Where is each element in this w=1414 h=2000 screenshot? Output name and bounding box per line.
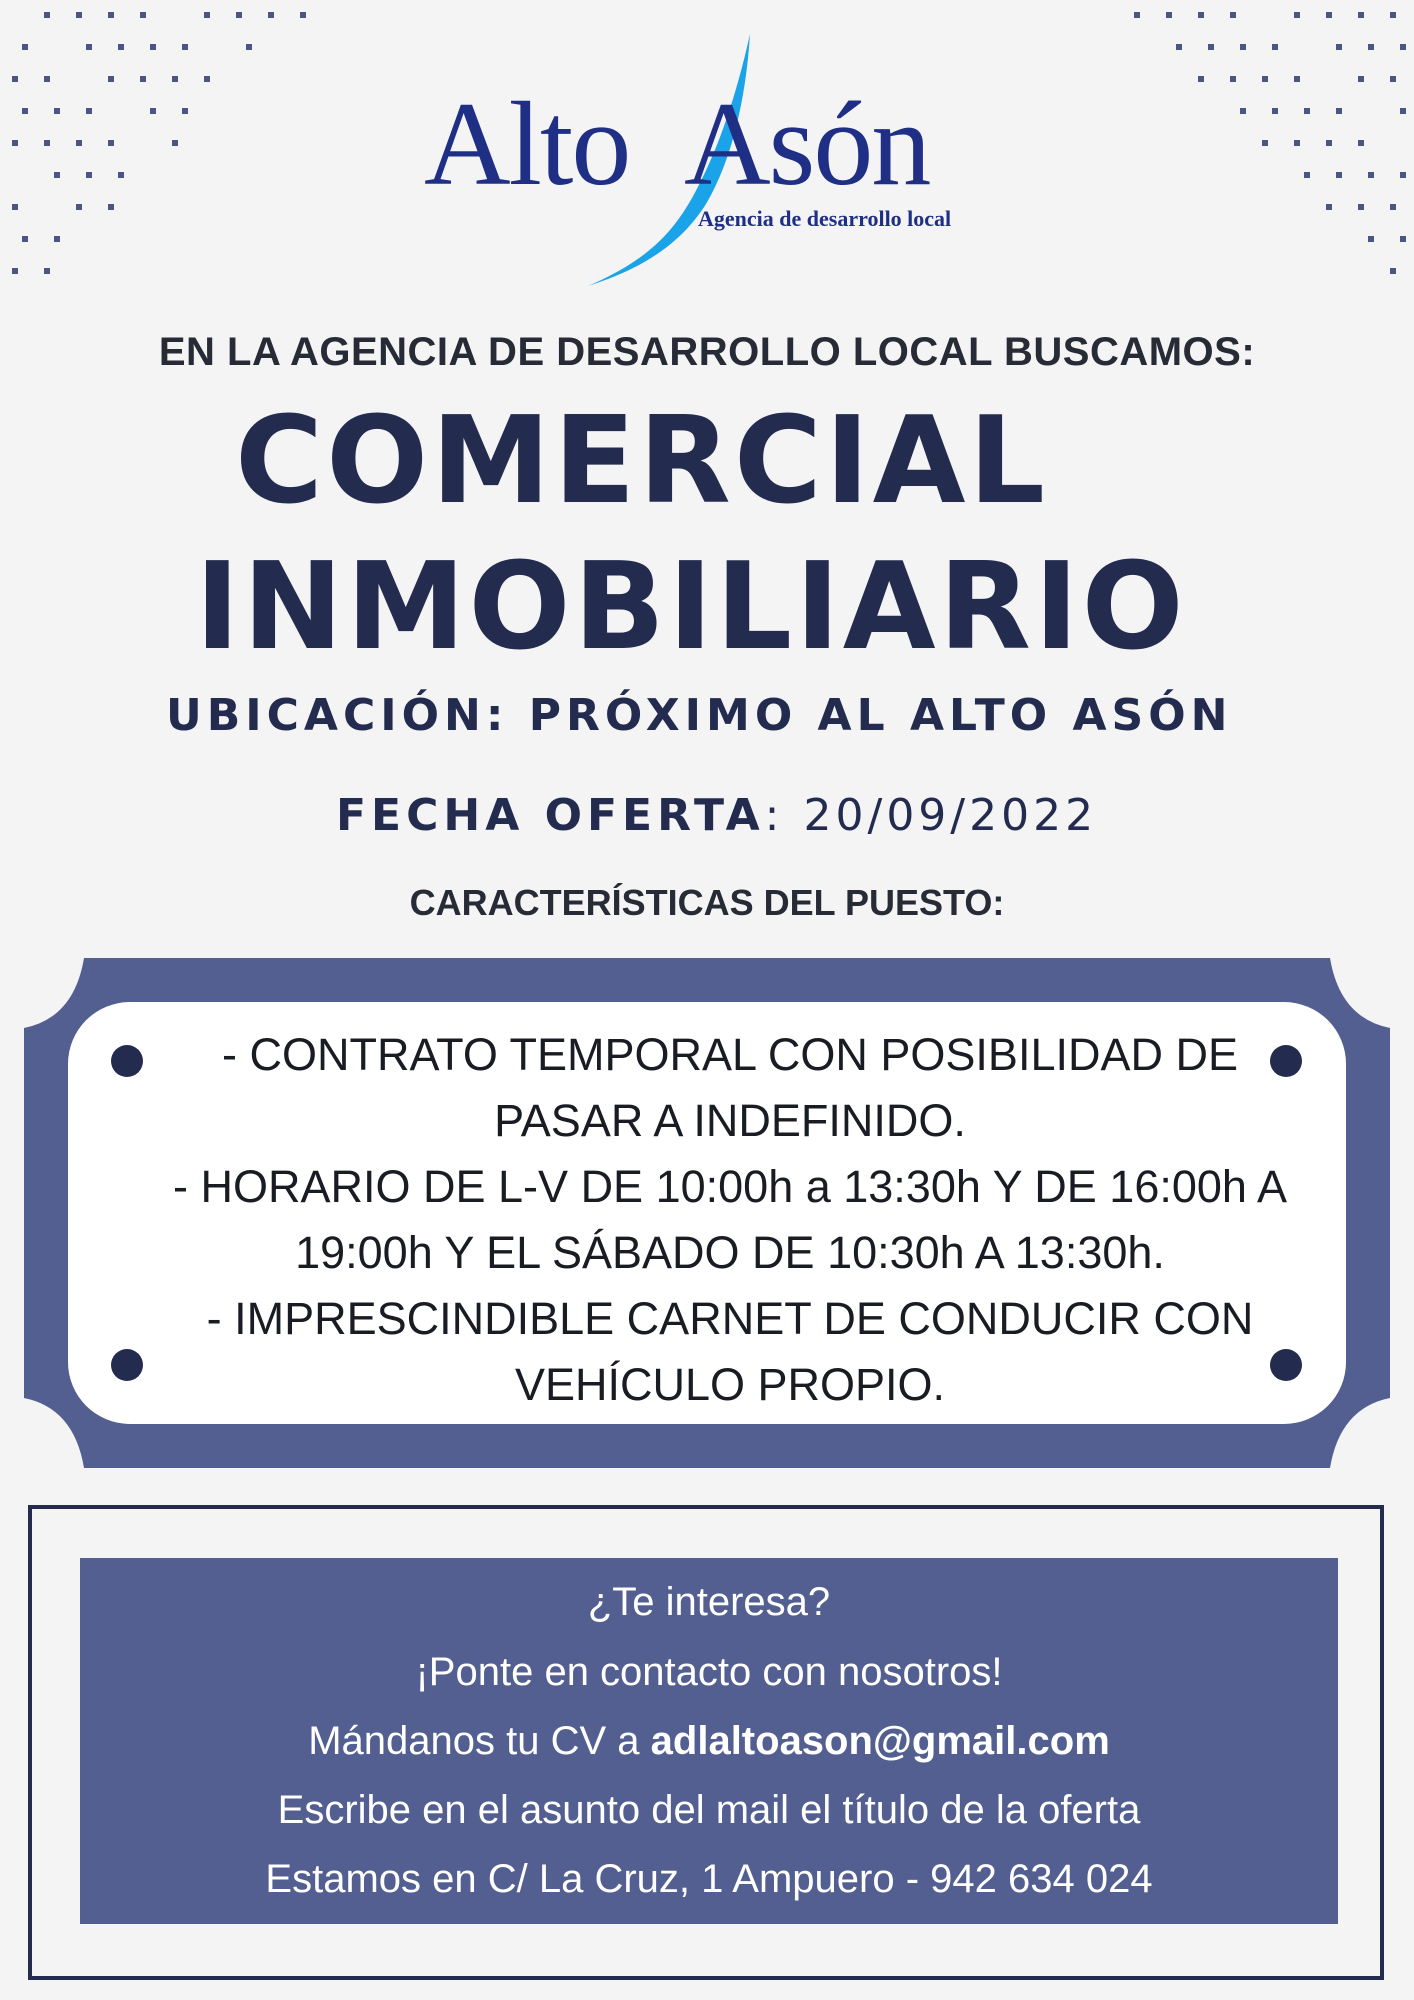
contact-subject-note: Escribe en el asunto del mail el título de la oferta	[277, 1788, 1141, 1832]
logo-tagline: Agencia de desarrollo local	[698, 206, 952, 231]
offer-date-label: FECHA OFERTA	[336, 790, 765, 841]
dot-pattern-top-right	[1090, 0, 1414, 330]
feature-line: PASAR A INDEFINIDO.	[494, 1095, 966, 1146]
feature-line: - CONTRATO TEMPORAL CON POSIBILIDAD DE	[222, 1029, 1238, 1080]
feature-line: - HORARIO DE L-V DE 10:00h a 13:30h Y DE 16:00h A	[173, 1161, 1287, 1212]
job-title-line-1: COMERCIAL	[235, 392, 1048, 531]
dot-pattern-top-left	[0, 0, 340, 340]
offer-date-value: 20/09/2022	[803, 790, 1098, 841]
contact-cv-prefix: Mándanos tu CV a	[308, 1719, 651, 1763]
contact-cv-line	[80, 1719, 1338, 1764]
features-heading: CARACTERÍSTICAS DEL PUESTO:	[409, 882, 1005, 923]
contact-email-link[interactable]: adlaltoason@gmail.com	[650, 1719, 1110, 1763]
offer-date	[336, 790, 1097, 841]
feature-line: 19:00h Y EL SÁBADO DE 10:30h A 13:30h.	[295, 1227, 1165, 1278]
contact-invite: ¡Ponte en contacto con nosotros!	[415, 1650, 1003, 1694]
feature-line: - IMPRESCINDIBLE CARNET DE CONDUCIR CON	[206, 1293, 1254, 1344]
logo-word-alto: Alto	[424, 77, 630, 210]
feature-line: VEHÍCULO PROPIO.	[514, 1359, 946, 1410]
location-line: UBICACIÓN: PRÓXIMO AL ALTO ASÓN	[166, 690, 1233, 741]
contact-question: ¿Te interesa?	[587, 1580, 831, 1624]
offer-date-separator: :	[764, 790, 785, 841]
contact-address: Estamos en C/ La Cruz, 1 Ampuero - 942 634 024	[265, 1857, 1153, 1901]
alto-ason-logo	[420, 28, 1020, 298]
lead-heading: EN LA AGENCIA DE DESARROLLO LOCAL BUSCAMOS:	[158, 330, 1256, 374]
job-title-line-2: INMOBILIARIO	[195, 538, 1187, 677]
logo-word-ason: Asón	[684, 77, 930, 210]
features-list	[130, 1022, 1330, 1418]
contact-box	[80, 1558, 1338, 1924]
